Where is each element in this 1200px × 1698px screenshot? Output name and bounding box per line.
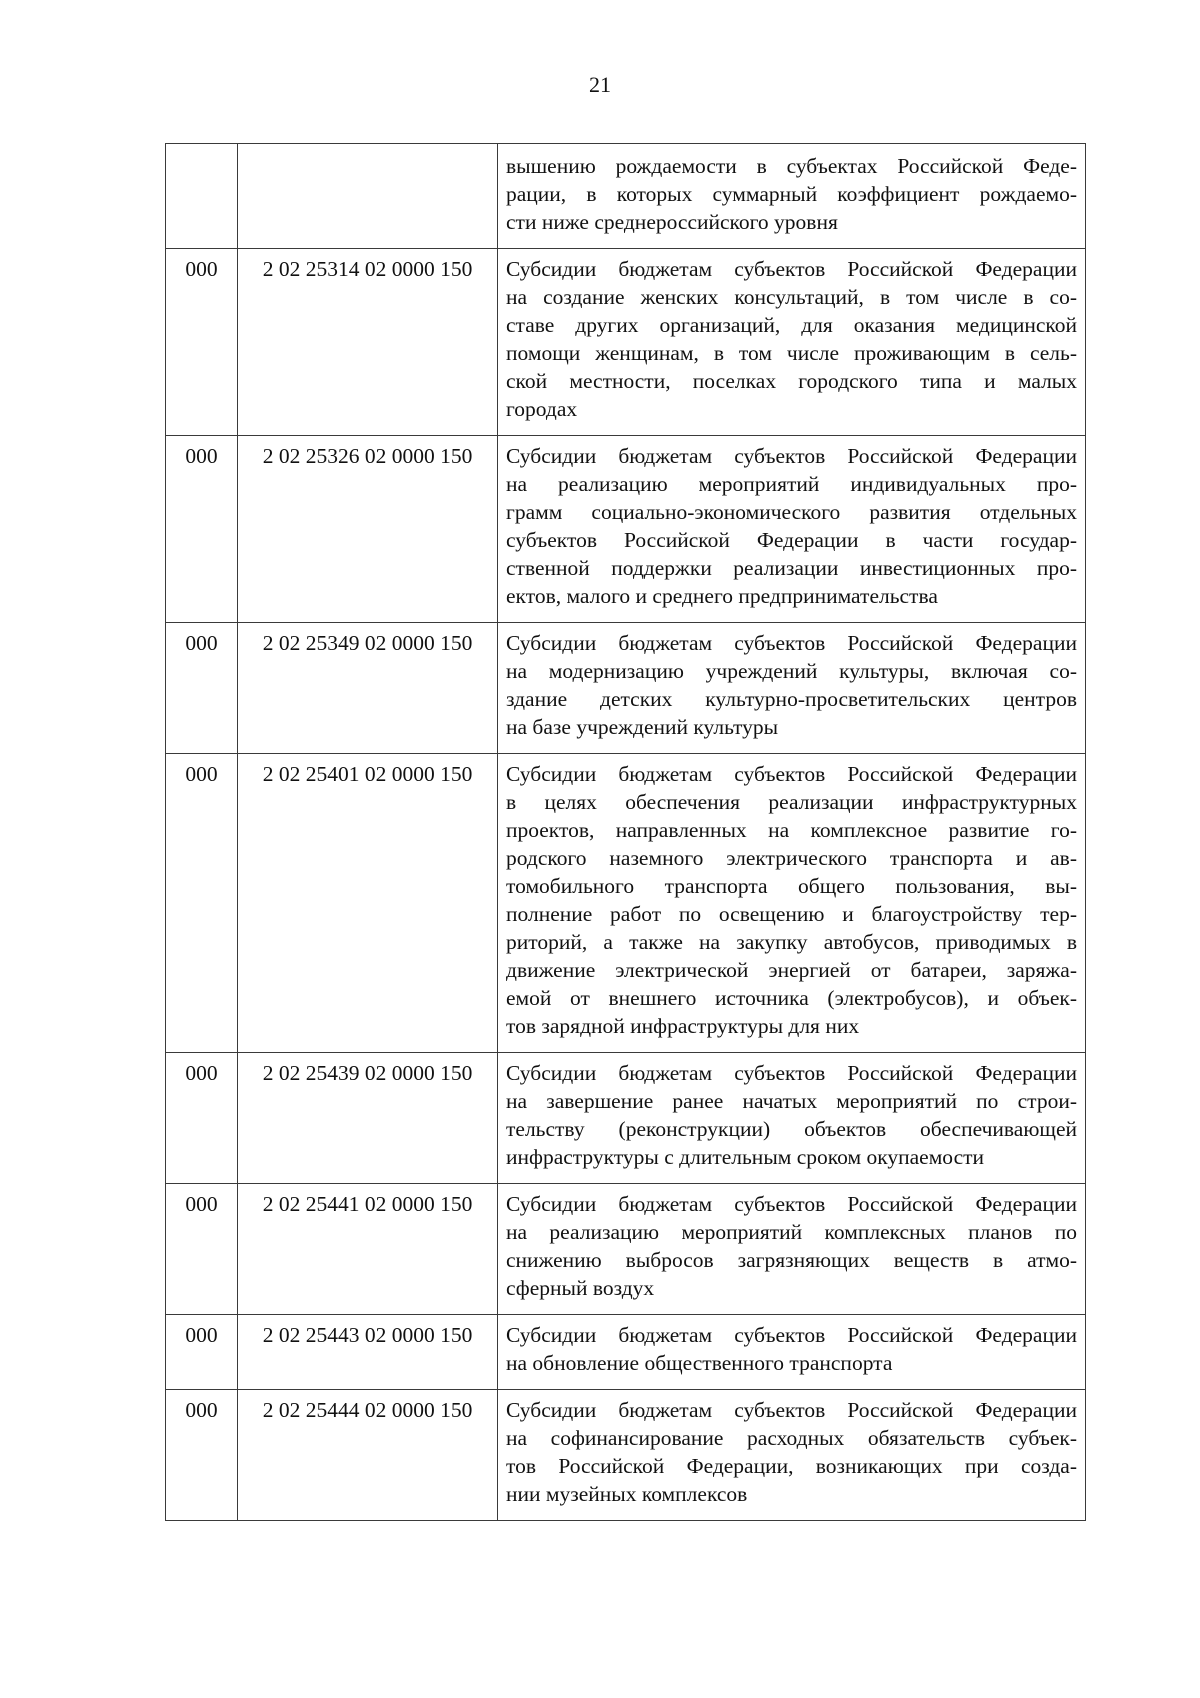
description-cell [498, 1390, 1086, 1521]
description-line: на модернизацию учреждений культуры, включая со- [506, 659, 1077, 683]
table-row [166, 1053, 1086, 1184]
description-cell [498, 144, 1086, 249]
description-line: здание детских культурно-просветительских центров [506, 687, 1077, 711]
page-number: 21 [589, 72, 611, 97]
description-cell [498, 754, 1086, 1053]
table-row-continuation [166, 144, 1086, 249]
description-line: Субсидии бюджетам субъектов Российской Федерации [506, 1323, 1077, 1347]
classification-code-cell: 2 02 25326 02 0000 150 [238, 436, 498, 623]
description-line: грамм социально-экономического развития отдельных [506, 500, 1077, 524]
admin-code-cell: 000 [166, 754, 238, 1053]
description-line: субъектов Российской Федерации в части государ- [506, 528, 1077, 552]
admin-code-cell [166, 144, 238, 249]
description-line: на завершение ранее начатых мероприятий по строи- [506, 1089, 1077, 1113]
classification-code-cell: 2 02 25401 02 0000 150 [238, 754, 498, 1053]
description-cell [498, 1053, 1086, 1184]
admin-code-cell: 000 [166, 1184, 238, 1315]
description-line: Субсидии бюджетам субъектов Российской Федерации [506, 1061, 1077, 1085]
description-line: емой от внешнего источника (электробусов), и объек- [506, 986, 1077, 1010]
table-row [166, 1390, 1086, 1521]
description-line: Субсидии бюджетам субъектов Российской Федерации [506, 444, 1077, 468]
admin-code-cell: 000 [166, 1053, 238, 1184]
table-row [166, 436, 1086, 623]
description-line: движение электрической энергией от батареи, заряжа- [506, 958, 1077, 982]
description-line: родского наземного электрического транспорта и ав- [506, 846, 1077, 870]
description-line: ской местности, поселках городского типа и малых [506, 369, 1077, 393]
description-line: вышению рождаемости в субъектах Российской Феде- [506, 154, 1077, 178]
description-line: нии музейных комплексов [506, 1482, 748, 1506]
classification-code-cell [238, 144, 498, 249]
description-line: на софинансирование расходных обязательств субъек- [506, 1426, 1077, 1450]
description-line: на реализацию мероприятий комплексных планов по [506, 1220, 1077, 1244]
description-line: на базе учреждений культуры [506, 715, 779, 739]
description-line: риторий, а также на закупку автобусов, приводимых в [506, 930, 1077, 954]
description-line: в целях обеспечения реализации инфраструктурных [506, 790, 1077, 814]
description-line: на создание женских консультаций, в том числе в со- [506, 285, 1077, 309]
classification-code-cell: 2 02 25349 02 0000 150 [238, 623, 498, 754]
description-line: на обновление общественного транспорта [506, 1351, 893, 1375]
description-line: помощи женщинам, в том числе проживающим в сель- [506, 341, 1077, 365]
description-line: сферный воздух [506, 1276, 655, 1300]
table-row [166, 623, 1086, 754]
description-line: ственной поддержки реализации инвестиционных про- [506, 556, 1077, 580]
description-line: проектов, направленных на комплексное развитие го- [506, 818, 1077, 842]
admin-code-cell: 000 [166, 249, 238, 436]
table-row [166, 1315, 1086, 1390]
description-cell [498, 249, 1086, 436]
description-line: городах [506, 397, 578, 421]
description-cell [498, 1184, 1086, 1315]
description-line: Субсидии бюджетам субъектов Российской Федерации [506, 257, 1077, 281]
table-row [166, 249, 1086, 436]
table-row [166, 1184, 1086, 1315]
classification-code-cell: 2 02 25443 02 0000 150 [238, 1315, 498, 1390]
admin-code-cell: 000 [166, 1315, 238, 1390]
description-cell [498, 623, 1086, 754]
description-cell [498, 1315, 1086, 1390]
description-line: рации, в которых суммарный коэффициент рождаемо- [506, 182, 1077, 206]
budget-codes-table [165, 143, 1086, 1521]
description-line: тов Российской Федерации, возникающих при созда- [506, 1454, 1077, 1478]
description-line: Субсидии бюджетам субъектов Российской Федерации [506, 762, 1077, 786]
description-line: снижению выбросов загрязняющих веществ в атмо- [506, 1248, 1077, 1272]
description-line: томобильного транспорта общего пользования, вы- [506, 874, 1077, 898]
classification-code-cell: 2 02 25444 02 0000 150 [238, 1390, 498, 1521]
admin-code-cell: 000 [166, 436, 238, 623]
admin-code-cell: 000 [166, 1390, 238, 1521]
table-row [166, 754, 1086, 1053]
description-line: ектов, малого и среднего предпринимательства [506, 584, 938, 608]
description-line: инфраструктуры с длительным сроком окупаемости [506, 1145, 985, 1169]
description-line: Субсидии бюджетам субъектов Российской Федерации [506, 1398, 1077, 1422]
admin-code-cell: 000 [166, 623, 238, 754]
description-line: Субсидии бюджетам субъектов Российской Федерации [506, 1192, 1077, 1216]
classification-code-cell: 2 02 25441 02 0000 150 [238, 1184, 498, 1315]
description-line: Субсидии бюджетам субъектов Российской Федерации [506, 631, 1077, 655]
classification-code-cell: 2 02 25314 02 0000 150 [238, 249, 498, 436]
description-cell [498, 436, 1086, 623]
description-line: ставе других организаций, для оказания медицинской [506, 313, 1077, 337]
description-line: тов зарядной инфраструктуры для них [506, 1014, 860, 1038]
table-body [166, 144, 1086, 1521]
description-line: полнение работ по освещению и благоустройству тер- [506, 902, 1077, 926]
classification-code-cell: 2 02 25439 02 0000 150 [238, 1053, 498, 1184]
description-line: на реализацию мероприятий индивидуальных про- [506, 472, 1077, 496]
description-line: тельству (реконструкции) объектов обеспечивающей [506, 1117, 1077, 1141]
description-line: сти ниже среднероссийского уровня [506, 210, 838, 234]
